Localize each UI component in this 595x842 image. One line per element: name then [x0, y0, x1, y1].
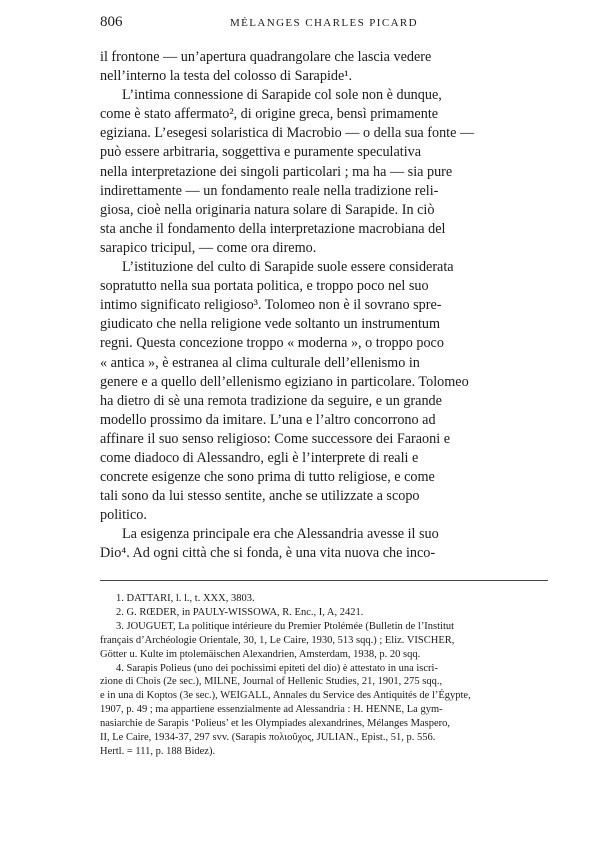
footnote-line: Hertl. = 111, p. 188 Bidez).	[100, 745, 216, 757]
footnote-line: II, Le Caire, 1934-37, 297 svv. (Sarapis πολιοῦχος, JULIAN., Epist., 51, p. 556.	[100, 732, 436, 744]
footnote-line: e in una di Koptos (3e sec.), WEIGALL, Annales du Service des Antiquités de l’Égypte,	[100, 690, 471, 702]
text-line: genere e a quello dell’ellenismo egiziano in particolare. Tolomeo	[100, 373, 469, 390]
text-line: La esigenza principale era che Alessandria avesse il suo	[122, 526, 439, 543]
paragraph	[100, 525, 548, 563]
footnote-line: 1907, p. 49 ; ma appartiene essenzialmente ad Alessandria : H. HENNE, La gym-	[100, 704, 443, 716]
footnotes	[100, 592, 548, 759]
text-line: ha dietro di sè una remota tradizione da seguire, e un grande	[100, 392, 442, 409]
text-line: può essere arbitraria, soggettiva e puramente speculativa	[100, 144, 422, 161]
text-line: regni. Questa concezione troppo « moderna », o troppo poco	[100, 335, 444, 352]
footnote-line: 4. Sarapis Polieus (uno dei pochissimi epiteti del dio) è attestato in una iscri-	[116, 662, 438, 674]
paragraph	[100, 258, 548, 525]
footnote	[100, 592, 548, 606]
text-line: « antica », è estranea al clima culturale dell’ellenismo in	[100, 354, 420, 371]
footnote	[100, 662, 548, 759]
page-header	[100, 14, 548, 36]
text-line: concrete esigenze che sono prima di tutto religiose, e come	[100, 469, 435, 486]
footnote	[100, 606, 548, 620]
text-line: sarapico tricipul, — come ora diremo.	[100, 239, 317, 256]
footnote-line: nasiarchie de Sarapis ‘Polieus’ et les Olympiades alexandrines, Mélanges Maspero,	[100, 718, 450, 730]
text-line: sopratutto nella sua portata politica, e troppo poco nel suo	[100, 278, 429, 295]
footnote-line: zione di Chois (2e sec.), MILNE, Journal of Hellenic Studies, 21, 1901, 275 sqq.,	[100, 676, 443, 688]
text-line: sta anche il fondamento della interpretazione macrobiana del	[100, 220, 446, 237]
footnote-line: 2. G. RŒDER, in PAULY-WISSOWA, R. Enc., I, A, 2421.	[116, 606, 364, 618]
text-line: egiziana. L’esegesi solaristica di Macrobio — o della sua fonte —	[100, 125, 475, 142]
text-line: nella interpretazione dei singoli particolari ; ma ha — sia pure	[100, 163, 453, 180]
text-line: come è stato affermato², di origine greca, bensì primamente	[100, 106, 439, 123]
footnote-line: français d’Archéologie Orientale, 30, 1, Le Caire, 1930, 513 sqq.) ; Eliz. VISCHER,	[100, 634, 455, 646]
text-line: indirettamente — un fondamento reale nella tradizione reli-	[100, 182, 439, 199]
text-line: giudicato che nella religione vede soltanto un instrumentum	[100, 316, 441, 333]
text-line: intimo significato religioso³. Tolomeo non è il sovrano spre-	[100, 297, 442, 314]
text-line: politico.	[100, 507, 147, 524]
text-line: tali sono da lui stesso sentite, anche se utilizzate a scopo	[100, 488, 420, 505]
text-line: Dio⁴. Ad ogni città che si fonda, è una vita nuova che inco-	[100, 545, 436, 562]
footnote-separator	[100, 580, 548, 581]
body-text	[100, 48, 548, 564]
page-number: 806	[100, 14, 123, 30]
text-line: giosa, cioè nella originaria natura solare di Sarapide. In ciò	[100, 201, 435, 218]
running-title: MÉLANGES CHARLES PICARD	[229, 17, 419, 29]
paragraph	[100, 48, 548, 86]
footnote-line: 1. DATTARI, l. l., t. XXX, 3803.	[116, 593, 255, 604]
text-line: nell’interno la testa del colosso di Sarapide¹.	[100, 68, 353, 85]
text-line: come diadoco di Alessandro, egli è l’interprete di reali e	[100, 449, 419, 466]
text-line: L’istituzione del culto di Sarapide suole essere considerata	[122, 259, 454, 276]
text-line: modello prossimo da imitare. L’una e l’altro concorrono ad	[100, 411, 436, 428]
paragraph	[100, 86, 548, 258]
footnote-line: Götter u. Kulte im ptolemäischen Alexandrien, Amsterdam, 1938, p. 20 sqq.	[100, 648, 421, 660]
footnote-line: 3. JOUGUET, La politique intérieure du Premier Ptolémée (Bulletin de l’Institut	[116, 620, 455, 632]
text-line: L’intima connessione di Sarapide col sole non è dunque,	[122, 87, 442, 104]
text-line: affinare il suo senso religioso: Come successore dei Faraoni e	[100, 430, 450, 447]
footnote	[100, 620, 548, 662]
text-line: il frontone — un’apertura quadrangolare che lascia vedere	[100, 49, 432, 65]
